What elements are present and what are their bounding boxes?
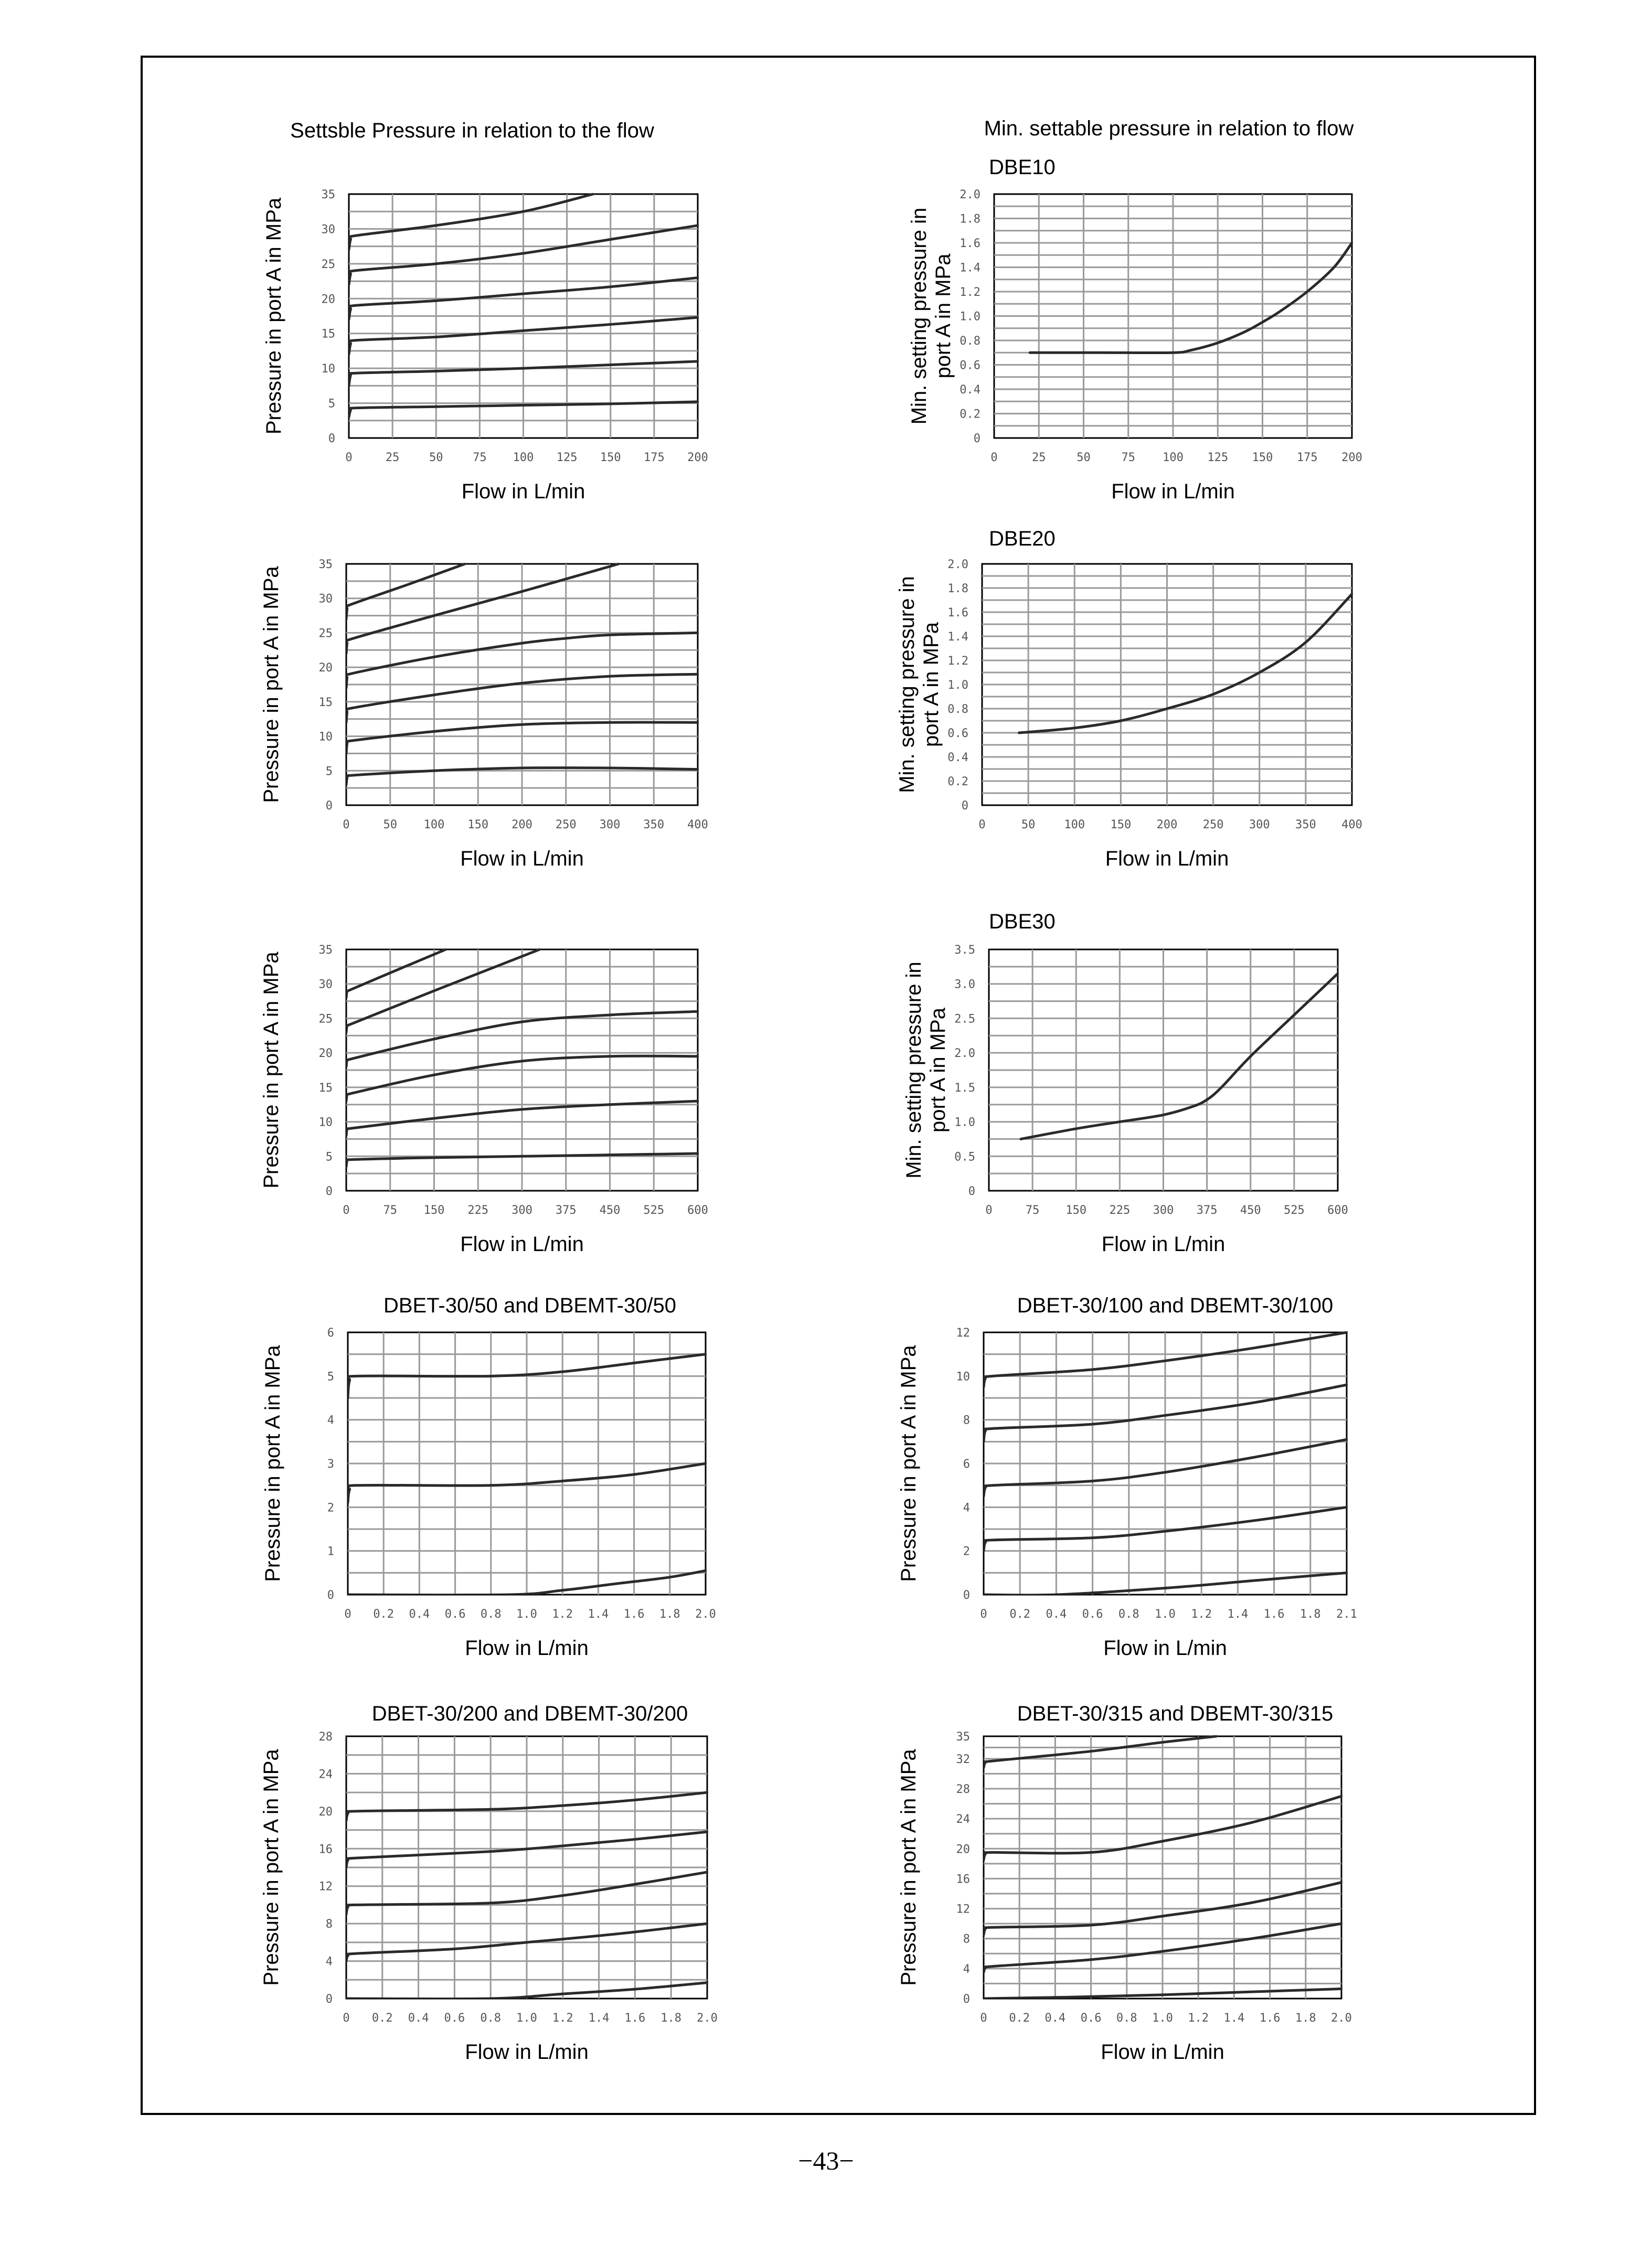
y-tick-label: 32 (956, 1753, 970, 1766)
chart-c8 (897, 1294, 1357, 1660)
y-tick-label: 12 (956, 1327, 970, 1340)
x-tick-label: 0.2 (1009, 1608, 1031, 1621)
y-tick-label: 3 (327, 1458, 334, 1471)
y-tick-label: 35 (956, 1731, 970, 1744)
x-tick-label: 375 (555, 1204, 577, 1217)
y-tick-label: 10 (321, 362, 335, 376)
x-tick-label: 1.8 (659, 1608, 680, 1621)
x-tick-label: 150 (600, 451, 621, 464)
y-tick-label: 1.4 (947, 631, 968, 644)
y-axis-label: Pressure in port A in MPa (260, 1749, 283, 1986)
x-tick-label: 0.2 (1009, 2012, 1030, 2025)
x-tick-label: 1.0 (516, 2012, 537, 2025)
chart-c1 (262, 188, 708, 503)
y-tick-label: 1.8 (960, 212, 980, 226)
x-tick-label: 0.4 (409, 1608, 430, 1621)
y-tick-label: 5 (325, 765, 333, 778)
y-axis-label-line: Min. setting pressure in (896, 576, 919, 793)
y-tick-label: 10 (318, 730, 333, 744)
x-tick-label: 150 (467, 818, 489, 831)
y-tick-label: 4 (325, 1955, 333, 1969)
x-tick-label: 1.6 (623, 1608, 645, 1621)
y-tick-label: 0 (328, 432, 335, 445)
x-tick-label: 1.2 (1188, 2012, 1209, 2025)
y-tick-label: 3.0 (954, 978, 975, 991)
y-axis-label: Pressure in port A in MPa (260, 566, 283, 803)
y-tick-label: 0.4 (960, 383, 980, 397)
x-tick-label: 100 (423, 818, 445, 831)
x-tick-label: 450 (599, 1204, 621, 1217)
x-tick-label: 0.4 (1045, 2012, 1066, 2025)
x-tick-label: 50 (383, 818, 397, 831)
x-tick-label: 200 (687, 451, 708, 464)
x-axis-label: Flow in L/min (465, 1637, 589, 1660)
y-tick-label: 20 (318, 1805, 333, 1819)
chart-c5 (260, 944, 708, 1256)
y-tick-label: 25 (318, 1012, 333, 1026)
page-number: −43− (798, 2146, 854, 2175)
y-tick-label: 10 (956, 1370, 970, 1384)
y-tick-label: 0.2 (960, 408, 980, 421)
x-tick-label: 2.0 (1331, 2012, 1352, 2025)
y-axis-label-line: port A in MPa (932, 253, 955, 379)
x-tick-label: 1.6 (1259, 2012, 1281, 2025)
x-tick-label: 300 (1249, 818, 1270, 831)
x-tick-label: 1.6 (624, 2012, 646, 2025)
y-tick-label: 20 (956, 1843, 970, 1856)
x-tick-label: 1.0 (1155, 1608, 1176, 1621)
x-axis-label: Flow in L/min (460, 1233, 584, 1256)
y-tick-label: 1.6 (947, 606, 968, 620)
y-tick-label: 1.0 (954, 1116, 975, 1129)
x-tick-label: 0 (345, 451, 353, 464)
y-tick-label: 25 (318, 627, 333, 640)
x-tick-label: 0 (980, 1608, 987, 1621)
x-tick-label: 400 (687, 818, 708, 831)
y-tick-label: 0.4 (947, 751, 968, 764)
y-tick-label: 30 (321, 223, 335, 237)
y-tick-label: 30 (318, 978, 333, 991)
x-tick-label: 1.8 (1295, 2012, 1316, 2025)
x-tick-label: 50 (1077, 451, 1091, 464)
x-tick-label: 2.1 (1336, 1608, 1357, 1621)
y-tick-label: 6 (963, 1458, 970, 1471)
y-tick-label: 0 (973, 432, 980, 445)
x-tick-label: 525 (1284, 1204, 1305, 1217)
x-tick-label: 0 (343, 2012, 350, 2025)
y-axis-label (908, 208, 955, 425)
chart-title: DBE10 (989, 156, 1056, 179)
x-tick-label: 400 (1341, 818, 1362, 831)
y-tick-label: 0.2 (947, 775, 968, 788)
y-axis-label (896, 576, 943, 793)
x-axis-label: Flow in L/min (460, 847, 584, 870)
x-tick-label: 1.6 (1263, 1608, 1285, 1621)
y-axis-label: Pressure in port A in MPa (261, 1345, 284, 1582)
y-tick-label: 5 (325, 1150, 333, 1164)
x-tick-label: 300 (599, 818, 621, 831)
y-tick-label: 16 (318, 1843, 333, 1856)
y-tick-label: 28 (318, 1731, 333, 1744)
y-tick-label: 28 (956, 1783, 970, 1796)
x-tick-label: 1.4 (1227, 1608, 1249, 1621)
x-tick-label: 75 (473, 451, 487, 464)
y-tick-label: 4 (963, 1501, 970, 1515)
x-tick-label: 150 (1252, 451, 1273, 464)
y-tick-label: 35 (318, 558, 333, 571)
x-tick-label: 0 (978, 818, 986, 831)
chart-c6 (902, 910, 1348, 1256)
y-tick-label: 24 (318, 1768, 333, 1781)
y-axis-label (902, 962, 950, 1179)
y-axis-label-line: port A in MPa (920, 622, 943, 747)
y-tick-label: 1.2 (960, 286, 980, 299)
y-tick-label: 16 (956, 1873, 970, 1886)
x-tick-label: 125 (556, 451, 578, 464)
x-tick-label: 300 (511, 1204, 532, 1217)
x-tick-label: 1.0 (516, 1608, 537, 1621)
chart-title: DBET-30/315 and DBEMT-30/315 (1017, 1702, 1334, 1725)
y-tick-label: 0 (963, 1589, 970, 1602)
x-tick-label: 75 (1025, 1204, 1040, 1217)
y-tick-label: 0.6 (960, 359, 980, 372)
y-tick-label: 1 (327, 1545, 334, 1558)
x-axis-label: Flow in L/min (1101, 1233, 1225, 1256)
x-tick-label: 0.6 (1080, 2012, 1102, 2025)
x-tick-label: 350 (643, 818, 665, 831)
x-tick-label: 0 (990, 451, 998, 464)
x-tick-label: 600 (687, 1204, 708, 1217)
x-tick-label: 75 (1121, 451, 1135, 464)
x-tick-label: 1.0 (1152, 2012, 1173, 2025)
y-tick-label: 0 (327, 1589, 334, 1602)
x-tick-label: 200 (1156, 818, 1178, 831)
x-tick-label: 125 (1207, 451, 1229, 464)
x-tick-label: 25 (385, 451, 400, 464)
y-tick-label: 20 (321, 293, 335, 306)
x-tick-label: 50 (1021, 818, 1036, 831)
chart-c7 (261, 1294, 716, 1660)
y-tick-label: 0.6 (947, 727, 968, 740)
y-axis-label: Pressure in port A in MPa (897, 1749, 920, 1986)
x-tick-label: 225 (467, 1204, 489, 1217)
x-tick-label: 100 (513, 451, 534, 464)
x-tick-label: 0 (343, 1204, 350, 1217)
y-tick-label: 35 (321, 188, 335, 201)
x-tick-label: 1.4 (588, 1608, 609, 1621)
chart-title: DBET-30/100 and DBEMT-30/100 (1017, 1294, 1334, 1317)
chart-title: DBE30 (989, 910, 1056, 933)
x-tick-label: 450 (1240, 1204, 1261, 1217)
y-tick-label: 1.0 (960, 310, 980, 324)
x-tick-label: 2.0 (697, 2012, 718, 2025)
x-tick-label: 0 (343, 818, 350, 831)
y-tick-label: 15 (318, 1081, 333, 1095)
x-tick-label: 200 (511, 818, 532, 831)
y-tick-label: 0.5 (954, 1150, 975, 1164)
y-tick-label: 10 (318, 1116, 333, 1129)
chart-c3 (260, 558, 708, 870)
x-tick-label: 200 (1341, 451, 1362, 464)
x-axis-label: Flow in L/min (461, 480, 585, 503)
x-tick-label: 75 (383, 1204, 397, 1217)
x-tick-label: 175 (644, 451, 665, 464)
x-tick-label: 1.2 (552, 1608, 573, 1621)
x-tick-label: 150 (1065, 1204, 1087, 1217)
y-axis-label-line: Min. setting pressure in (902, 962, 925, 1179)
left-column-header: Settsble Pressure in relation to the flow (290, 119, 654, 142)
x-tick-label: 1.4 (1223, 2012, 1245, 2025)
x-tick-label: 1.8 (660, 2012, 682, 2025)
y-axis-label: Pressure in port A in MPa (260, 952, 283, 1189)
y-tick-label: 2.5 (954, 1012, 975, 1026)
x-tick-label: 0.6 (444, 2012, 465, 2025)
x-tick-label: 300 (1153, 1204, 1174, 1217)
y-tick-label: 0 (325, 1185, 333, 1198)
chart-title: DBE20 (989, 527, 1056, 550)
chart-title: DBET-30/200 and DBEMT-30/200 (371, 1702, 688, 1725)
x-tick-label: 0 (980, 2012, 987, 2025)
y-tick-label: 1.6 (960, 237, 980, 250)
y-tick-label: 0.8 (947, 703, 968, 716)
x-tick-label: 350 (1295, 818, 1316, 831)
y-axis-label: Pressure in port A in MPa (897, 1345, 920, 1582)
x-tick-label: 0.2 (373, 1608, 395, 1621)
x-tick-label: 0.6 (444, 1608, 466, 1621)
y-tick-label: 20 (318, 1047, 333, 1061)
y-tick-label: 1.5 (954, 1081, 975, 1095)
chart-c10 (897, 1702, 1352, 2064)
y-tick-label: 0 (325, 1993, 333, 2006)
y-tick-label: 2.0 (960, 188, 980, 201)
x-tick-label: 150 (1110, 818, 1132, 831)
y-tick-label: 5 (328, 397, 335, 411)
y-tick-label: 0 (963, 1993, 970, 2006)
y-tick-label: 12 (318, 1880, 333, 1894)
x-tick-label: 0.4 (1046, 1608, 1067, 1621)
x-tick-label: 250 (555, 818, 577, 831)
x-tick-label: 0.4 (408, 2012, 429, 2025)
x-tick-label: 25 (1032, 451, 1046, 464)
x-tick-label: 1.4 (588, 2012, 610, 2025)
y-tick-label: 2.0 (954, 1047, 975, 1061)
y-tick-label: 30 (318, 592, 333, 606)
y-tick-label: 3.5 (954, 944, 975, 957)
x-tick-label: 100 (1163, 451, 1184, 464)
x-axis-label: Flow in L/min (1105, 847, 1229, 870)
y-axis-label: Pressure in port A in MPa (262, 197, 285, 435)
x-axis-label: Flow in L/min (1101, 2041, 1224, 2064)
y-tick-label: 2 (327, 1501, 334, 1515)
y-tick-label: 0.8 (960, 335, 980, 348)
y-tick-label: 15 (321, 327, 335, 341)
y-tick-label: 1.2 (947, 655, 968, 668)
x-tick-label: 175 (1296, 451, 1318, 464)
chart-c4 (896, 527, 1362, 870)
x-tick-label: 2.0 (695, 1608, 716, 1621)
y-tick-label: 0 (325, 799, 333, 813)
y-tick-label: 5 (327, 1370, 334, 1384)
x-tick-label: 0.8 (1118, 1608, 1139, 1621)
y-tick-label: 24 (956, 1813, 970, 1827)
y-tick-label: 0 (968, 1185, 975, 1198)
y-tick-label: 4 (963, 1962, 970, 1976)
y-tick-label: 1.0 (947, 679, 968, 692)
x-tick-label: 375 (1196, 1204, 1218, 1217)
x-tick-label: 225 (1109, 1204, 1131, 1217)
x-tick-label: 600 (1327, 1204, 1348, 1217)
right-column-header: Min. settable pressure in relation to flow (984, 117, 1354, 140)
chart-title: DBET-30/50 and DBEMT-30/50 (383, 1294, 677, 1317)
x-tick-label: 1.2 (552, 2012, 573, 2025)
x-tick-label: 0.8 (480, 1608, 502, 1621)
y-tick-label: 25 (321, 258, 335, 271)
x-tick-label: 0 (344, 1608, 351, 1621)
y-axis-label-line: port A in MPa (926, 1008, 950, 1133)
y-tick-label: 12 (956, 1903, 970, 1916)
x-tick-label: 50 (429, 451, 443, 464)
y-tick-label: 20 (318, 661, 333, 675)
y-tick-label: 2 (963, 1545, 970, 1558)
chart-c2 (908, 156, 1362, 503)
x-tick-label: 0.6 (1082, 1608, 1103, 1621)
y-axis-label-line: Min. setting pressure in (908, 207, 931, 425)
x-tick-label: 1.8 (1299, 1608, 1321, 1621)
y-tick-label: 35 (318, 944, 333, 957)
x-axis-label: Flow in L/min (465, 2041, 589, 2064)
y-tick-label: 2.0 (947, 558, 968, 571)
y-tick-label: 1.4 (960, 261, 980, 275)
y-tick-label: 6 (327, 1327, 334, 1340)
x-axis-label: Flow in L/min (1103, 1637, 1227, 1660)
x-tick-label: 250 (1202, 818, 1224, 831)
y-tick-label: 0 (961, 799, 968, 813)
x-tick-label: 1.2 (1191, 1608, 1212, 1621)
x-tick-label: 150 (423, 1204, 445, 1217)
x-tick-label: 0.8 (1116, 2012, 1137, 2025)
x-tick-label: 525 (643, 1204, 665, 1217)
x-tick-label: 100 (1064, 818, 1085, 831)
y-tick-label: 15 (318, 696, 333, 709)
x-axis-label: Flow in L/min (1111, 480, 1235, 503)
y-tick-label: 1.8 (947, 582, 968, 595)
y-tick-label: 8 (325, 1918, 333, 1931)
x-tick-label: 0.2 (371, 2012, 393, 2025)
y-tick-label: 4 (327, 1414, 334, 1427)
x-tick-label: 0.8 (480, 2012, 502, 2025)
chart-c9 (260, 1702, 718, 2064)
y-tick-label: 8 (963, 1414, 970, 1427)
y-tick-label: 8 (963, 1932, 970, 1946)
x-tick-label: 0 (985, 1204, 993, 1217)
